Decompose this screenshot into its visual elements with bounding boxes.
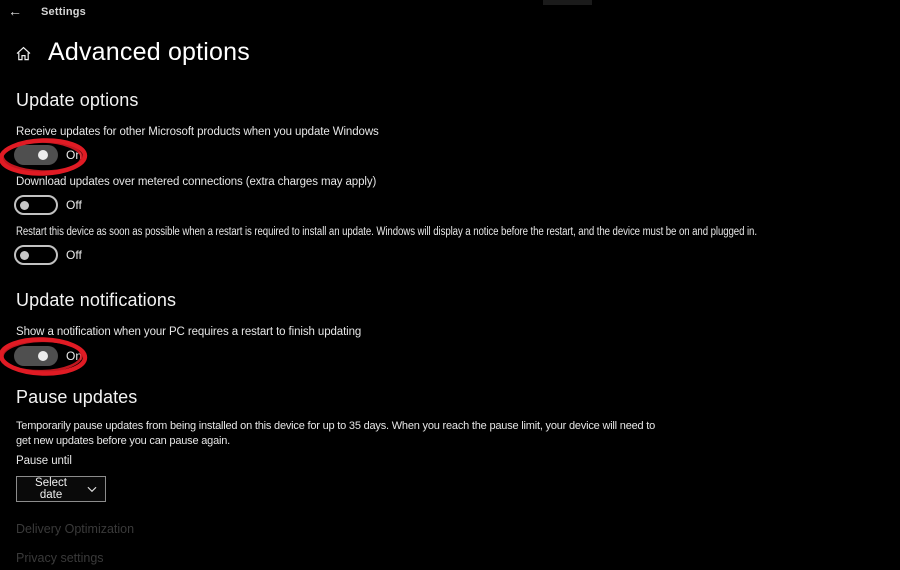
pause-until-label: Pause until bbox=[16, 455, 72, 467]
toggle-state-restart-notification: On bbox=[66, 349, 83, 363]
setting-label-receive-updates: Receive updates for other Microsoft products when you update Windows bbox=[16, 126, 379, 138]
toggle-receive-updates[interactable] bbox=[14, 145, 58, 165]
section-update-options: Update options bbox=[16, 90, 139, 110]
toggle-knob bbox=[38, 150, 48, 160]
chevron-down-icon bbox=[87, 486, 97, 493]
home-icon bbox=[15, 45, 32, 62]
toggle-restart-notification[interactable] bbox=[14, 346, 58, 366]
toggle-state-restart-device: Off bbox=[66, 248, 82, 262]
section-pause-updates: Pause updates bbox=[16, 387, 138, 407]
toggle-state-metered-connections: Off bbox=[66, 198, 82, 212]
toggle-metered-connections[interactable] bbox=[14, 195, 58, 215]
setting-label-restart-device: Restart this device as soon as possible when a restart is required to install an update. Windows will display a notice before the restart, and the device must be on and plugged in. bbox=[16, 226, 757, 238]
privacy-settings-link[interactable]: Privacy settings bbox=[16, 551, 104, 565]
video-scrubber-artifact bbox=[543, 0, 592, 5]
toggle-state-receive-updates: On bbox=[66, 148, 83, 162]
select-date-dropdown[interactable] bbox=[16, 476, 106, 502]
setting-label-restart-notification: Show a notification when your PC requires a restart to finish updating bbox=[16, 326, 362, 338]
toggle-knob bbox=[20, 201, 29, 210]
setting-label-metered-connections: Download updates over metered connections (extra charges may apply) bbox=[16, 176, 377, 188]
back-button[interactable]: ← bbox=[8, 3, 22, 19]
page-title: Advanced options bbox=[48, 38, 250, 66]
select-date-value: Select date bbox=[35, 477, 67, 501]
delivery-optimization-link[interactable]: Delivery Optimization bbox=[16, 522, 135, 536]
toggle-restart-device[interactable] bbox=[14, 245, 58, 265]
section-update-notifications: Update notifications bbox=[16, 290, 177, 310]
toggle-knob bbox=[38, 351, 48, 361]
toggle-knob bbox=[20, 251, 29, 260]
pause-updates-description: Temporarily pause updates from being installed on this device for up to 35 days. When you reach the pause limit, your device will need to get new updates before you can pause again. bbox=[16, 420, 656, 447]
window-title: Settings bbox=[41, 6, 86, 18]
